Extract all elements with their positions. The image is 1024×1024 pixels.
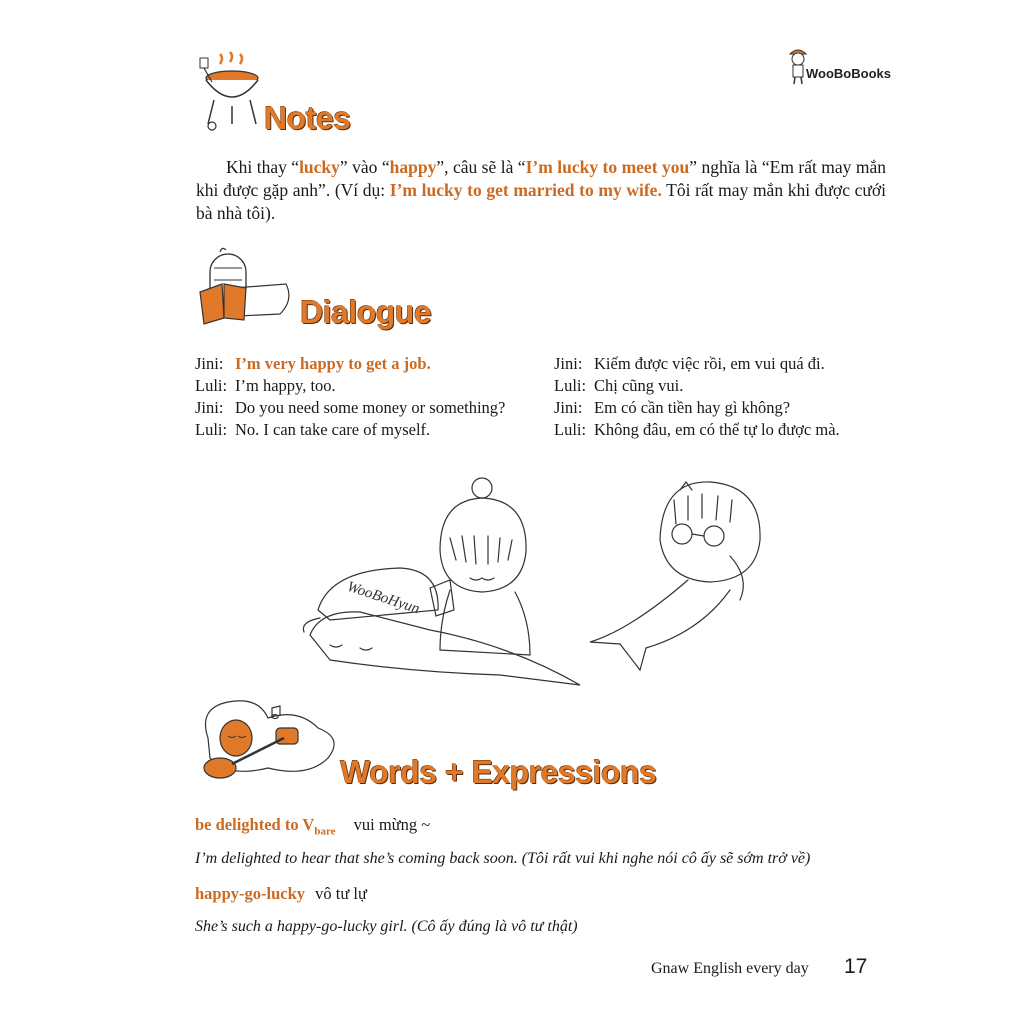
term-entry [195, 815, 430, 837]
words-heading: Words + Expressions [340, 754, 657, 790]
term-entry [195, 884, 367, 904]
term-meaning: vui mừng ~ [353, 815, 431, 834]
dialogue-heading: Dialogue [300, 294, 432, 330]
term-example: I’m delighted to hear that she’s coming back soon. (Tôi rất vui khi nghe nói cô ấy sẽ sớm trở về) [195, 850, 811, 867]
dialogue-illustration [290, 460, 780, 690]
dialogue-line: Jini: Do you need some money or something? [195, 398, 506, 417]
reading-character-icon [194, 244, 298, 330]
dialogue-line: Luli: Không đâu, em có thể tự lo được mà. [554, 420, 840, 439]
page-number: 17 [844, 955, 868, 978]
grill-icon [198, 52, 268, 132]
dialogue-english [195, 353, 505, 441]
brand-name: WooBoBooks [806, 66, 891, 81]
term-example: She’s such a happy-go-lucky girl. (Cô ấy đúng là vô tư thật) [195, 918, 578, 935]
dialogue-line: Luli: No. I can take care of myself. [195, 420, 431, 439]
dialogue-line: Jini: Em có cần tiền hay gì không? [554, 398, 791, 417]
term-meaning: vô tư lự [315, 884, 367, 903]
dialogue-line: Jini: I’m very happy to get a job. [195, 354, 431, 373]
term-subscript: bare [314, 825, 336, 838]
term: be delighted to V [195, 815, 315, 834]
dialogue-line: Luli: Chị cũng vui. [554, 376, 684, 395]
cap-text: WooBoHyun [344, 578, 422, 618]
dialogue-vietnamese [554, 353, 840, 441]
dialogue-line: Luli: I’m happy, too. [195, 376, 336, 395]
notes-paragraph: Khi thay “lucky” vào “happy”, câu sẽ là “I’m lucky to meet you” nghĩa là “Em rất may mắn khi được gặp anh”. (Ví dụ: I’m lucky to get married to my wife. Tôi rất may mắn khi được cưới bà nhà tôi). [196, 157, 887, 223]
guitar-character-icon [198, 698, 346, 786]
footer-text: Gnaw English every day [651, 960, 809, 977]
notes-heading: Notes [264, 100, 351, 136]
brand-logo [786, 46, 891, 86]
term: happy-go-lucky [195, 884, 306, 903]
dialogue-line: Jini: Kiếm được việc rồi, em vui quá đi. [554, 354, 825, 373]
